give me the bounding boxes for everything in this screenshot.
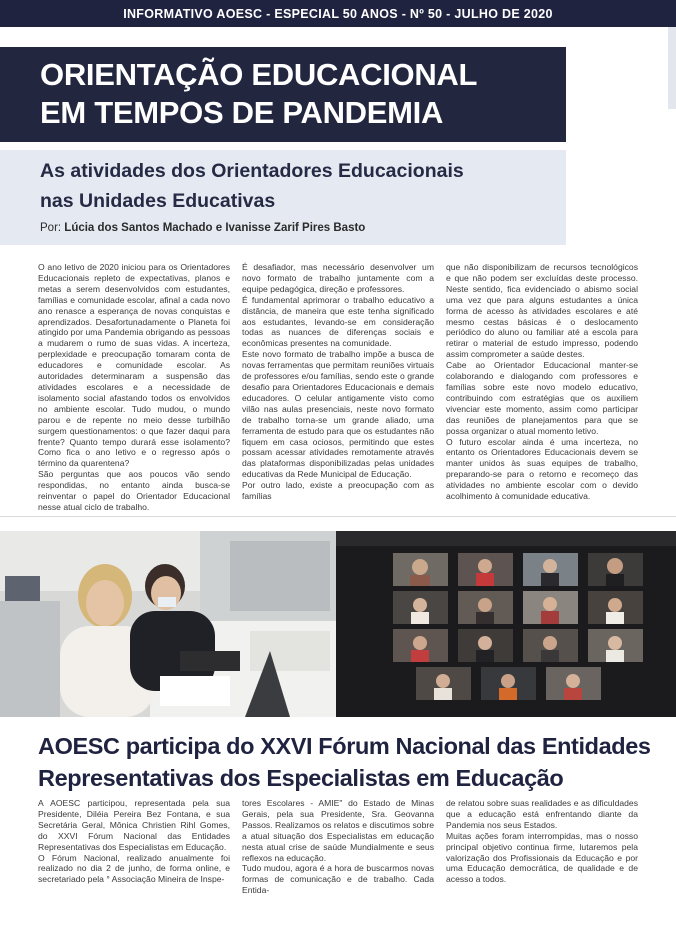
- article1-column-3: [446, 262, 638, 502]
- article-subtitle-line-2: nas Unidades Educativas: [40, 190, 276, 212]
- article2-headline-line-2: Representativas dos Especialistas em Educação: [38, 765, 564, 791]
- paragraph: de relatou sobre suas realidades e as dificuldades que a educação está enfrentando diante da Pandemia nos seus Estados.: [446, 798, 638, 830]
- page-edge-tab: [668, 27, 676, 109]
- section-divider: [0, 516, 676, 517]
- article2-column-3: [446, 798, 638, 885]
- article-title-line-2: EM TEMPOS DE PANDEMIA: [40, 95, 444, 130]
- video-call-photo: [336, 531, 676, 717]
- paragraph: Tudo mudou, agora é a hora de buscarmos novas formas de comunicação e de trabalho. Cada Entida-: [242, 863, 434, 896]
- article2-column-1: [38, 798, 230, 885]
- byline-authors: Lúcia dos Santos Machado e Ivanisse Zarif Pires Basto: [64, 222, 366, 234]
- article2-headline-line-1: AOESC participa do XXVI Fórum Nacional das Entidades: [38, 733, 651, 759]
- paragraph: A AOESC participou, representada pela sua Presidente, Diléia Pereira Bez Fontana, e sua Secretária Geral, Mônica Christien Rihl Gomes, do XXVI Fórum Nacional das Entidades Representativas dos Especialistas em Educação.: [38, 798, 230, 852]
- office-photo: [0, 531, 336, 717]
- paragraph: Este novo formato de trabalho impõe a busca de novas ferramentas que permitam reuniões virtuais de professores e/ou famílias, sendo este o grande desafio para Orientadores Educacionais e demais educadores. O celular antigamente visto como vilão nas aulas presenciais, neste novo formato de trabalho torna-se um grande aliado, uma ferramenta de estudo para que os estudantes não fiquem em casa ociosos, permitindo que estes possam acessar atividades remotamente através das plataformas disponibilizadas pelas unidades educativas da Rede Municipal de Educação.: [242, 349, 434, 480]
- paragraph: que não disponibilizam de recursos tecnológicos e que não podem ser excluídas deste processo. Neste sentido, fica evidenciado o abismo social uma vez que para alguns estudantes a única forma de acesso às atividades escolares e até mesmo cestas básicas é o deslocamento periódico do aluno ou familiar até a escola para retirar o material de estudo impresso, podendo assim comprometer a saúde destes.: [446, 262, 638, 360]
- paragraph: tores Escolares - AMIE" do Estado de Minas Gerais, pela sua Presidente, Sra. Geovanna Passos. Realizamos os relatos e discutimos sobre a atual situação dos Especialistas em educação nesta atual crise de saúde Mundialmente e seus reflexos na educação.: [242, 798, 434, 863]
- paragraph: O ano letivo de 2020 iniciou para os Orientadores Educacionais repleto de expectativas, planos e metas a serem desenvolvidos com estudantes, famílias e comunidade escolar, afinal a cada novo ano renasce a esperança de novas conquistas e aprendizados. Desafortunadamente o Planeta foi atingido por uma Pandemia obrigando as pessoas a mudarem o rumo de suas vidas. A incerteza, perplexidade e preocupação tomaram conta de educadores e comunidade escolar. As autoridades determinaram a suspensão das atividades escolares e a necessidade de isolamento social afastando todos os envolvidos no ambiente escolar. Tudo mudou, o mundo parou e de repente no meio desse turbilhão surgem questionamentos: o que fazer daqui para frente? Quanto tempo durará esse isolamento? Como fica o ano letivo e o regresso após o término da quarentena?: [38, 262, 230, 469]
- paragraph: É desafiador, mas necessário desenvolver um novo formato de trabalho juntamente com a equipe pedagógica, direção e professores.: [242, 262, 434, 294]
- paragraph: Cabe ao Orientador Educacional manter-se colaborando e dialogando com professores e famílias sobre este novo modelo educativo, contribuindo com estratégias que os auxiliem vivenciar este momento, assim como participar das reuniões de planejamentos para que se possa organizar o atual momento letivo.: [446, 360, 638, 436]
- article2-column-2: [242, 798, 434, 896]
- byline-prefix: Por:: [40, 222, 62, 234]
- byline: [40, 222, 365, 234]
- article1-column-2: [242, 262, 434, 502]
- article1-column-1: [38, 262, 230, 513]
- paragraph: São perguntas que aos poucos vão sendo respondidas, no entanto ainda busca-se reinventar o papel do Orientador Educacional nesse atual ciclo de trabalho.: [38, 469, 230, 512]
- header-bar: [0, 0, 676, 27]
- article-subtitle-line-1: As atividades dos Orientadores Educacionais: [40, 160, 464, 182]
- article-title-box: [0, 47, 566, 142]
- paragraph: Muitas ações foram interrompidas, mas o nosso principal objetivo continua firme, lutaremos pela valorização dos Profissionais da Educação e por uma Educação democrática, de qualidade e de acesso a todos.: [446, 830, 638, 885]
- article-title-line-1: ORIENTAÇÃO EDUCACIONAL: [40, 57, 478, 92]
- paragraph: O futuro escolar ainda é uma incerteza, no entanto os Orientadores Educacionais devem se manter unidos às suas equipes de trabalho, preparando-se para o retorno e recomeço das atividades no ambiente escolar com o devido acolhimento à comunidade educativa.: [446, 436, 638, 502]
- office-photo-illustration: [0, 531, 336, 717]
- paragraph: Por outro lado, existe a preocupação com as famílias: [242, 480, 434, 502]
- video-call-grid-illustration: [336, 531, 676, 717]
- paragraph: É fundamental aprimorar o trabalho educativo a distância, de maneira que este tenha significado aos estudantes, levando-se em consideração todas as nuances de diferenças sociais e econômicas presentes na comunidade.: [242, 294, 434, 349]
- running-title: INFORMATIVO AOESC - ESPECIAL 50 ANOS - Nº 50 - JULHO DE 2020: [123, 6, 553, 21]
- paragraph: O Fórum Nacional, realizado anualmente foi realizado no dia 2 de junho, de forma online, e secretariado pela ° Associação Mineira de Inspe-: [38, 852, 230, 885]
